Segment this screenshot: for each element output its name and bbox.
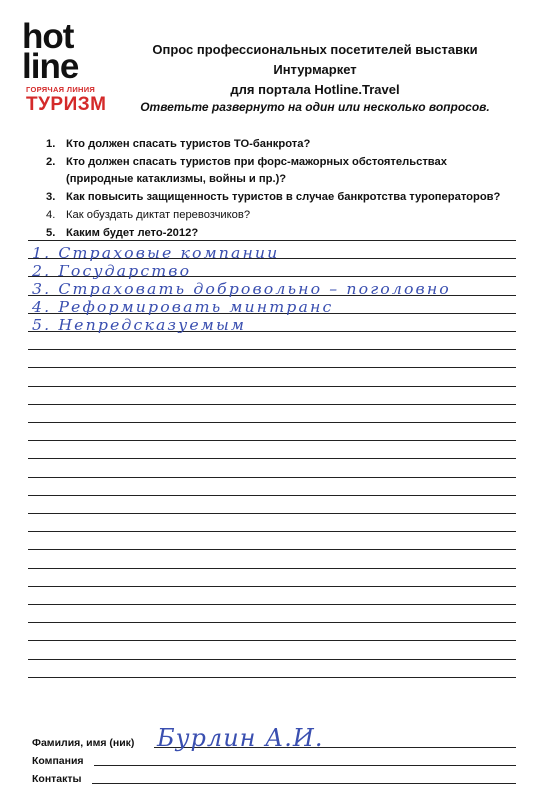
survey-title-line1: Опрос профессиональных посетителей выставки Интурмаркет <box>152 42 478 77</box>
ruled-line <box>28 604 516 605</box>
question-list <box>46 136 506 243</box>
ruled-line <box>28 513 516 514</box>
question-number: 3. <box>46 191 56 203</box>
handwritten-answer: 3. Страховать добровольно – поголовно <box>32 280 451 298</box>
ruled-line <box>28 349 516 350</box>
question-text: Кто должен спасать туристов при форс-мажорных обстоятельствах (природные катаклизмы, войны и пр.)? <box>66 156 447 185</box>
question-text: Кто должен спасать туристов ТО-банкрота? <box>66 138 311 150</box>
question-number: 5. <box>46 227 56 239</box>
hotline-logo <box>22 17 108 115</box>
contacts-label: Контакты <box>32 773 82 785</box>
question-item <box>46 207 506 224</box>
ruled-line <box>28 659 516 660</box>
question-item <box>46 189 506 206</box>
ruled-line <box>28 677 516 678</box>
name-value: Бурлин А.И. <box>157 724 324 752</box>
name-field[interactable] <box>32 724 516 752</box>
ruled-line <box>28 495 516 496</box>
question-number: 1. <box>46 138 56 150</box>
logo-hot-text: hot <box>22 17 74 56</box>
logo-brand: ТУРИЗМ <box>26 94 107 115</box>
ruled-line <box>28 531 516 532</box>
question-text: Как повысить защищенность туристов в случае банкротства туроператоров? <box>66 191 501 203</box>
handwritten-answer: 2. Государство <box>32 262 192 280</box>
question-item <box>46 136 506 153</box>
ruled-line <box>28 640 516 641</box>
logo-line-text: line <box>22 47 79 86</box>
question-text: Как обуздать диктат перевозчиков? <box>66 209 251 221</box>
ruled-line <box>28 477 516 478</box>
ruled-line <box>28 240 516 241</box>
company-field[interactable] <box>32 750 516 768</box>
question-item <box>46 154 506 188</box>
ruled-line <box>28 458 516 459</box>
instructions: Ответьте развернуто на один или несколько вопросов. <box>140 100 490 114</box>
ruled-line <box>28 386 516 387</box>
company-label: Компания <box>32 755 84 767</box>
survey-title-line2: для портала Hotline.Travel <box>230 82 400 97</box>
contacts-underline <box>92 783 516 784</box>
ruled-line <box>28 568 516 569</box>
ruled-line <box>28 549 516 550</box>
question-number: 4. <box>46 209 56 221</box>
survey-title <box>110 40 520 100</box>
company-underline <box>94 765 516 766</box>
ruled-line <box>28 404 516 405</box>
logo-subtitle: ГОРЯЧАЯ ЛИНИЯ <box>26 85 96 94</box>
ruled-line <box>28 586 516 587</box>
contacts-field[interactable] <box>32 768 516 786</box>
handwritten-answer: 5. Непредсказуемым <box>32 316 247 334</box>
name-label: Фамилия, имя (ник) <box>32 737 135 749</box>
ruled-line <box>28 367 516 368</box>
question-number: 2. <box>46 156 56 168</box>
ruled-line <box>28 422 516 423</box>
question-text: Каким будет лето-2012? <box>66 227 199 239</box>
ruled-line <box>28 622 516 623</box>
ruled-line <box>28 440 516 441</box>
handwritten-answer: 4. Реформировать минтранс <box>32 298 334 316</box>
handwritten-answer: 1. Страховые компании <box>32 244 280 262</box>
